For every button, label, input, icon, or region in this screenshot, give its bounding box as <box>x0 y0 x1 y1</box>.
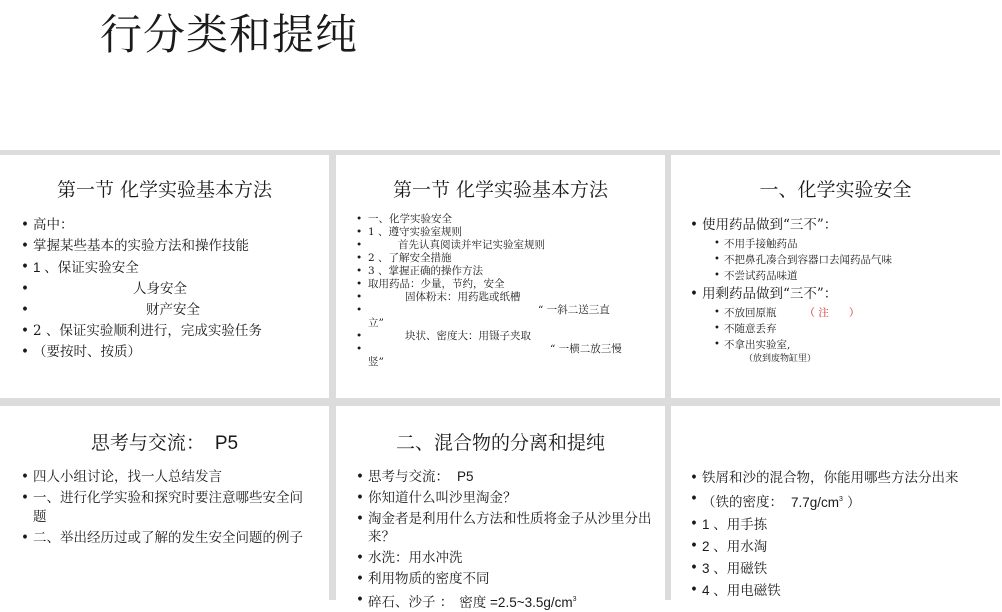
list-item: • 水洗：用水冲洗 <box>368 549 653 567</box>
bullet-list <box>33 215 323 363</box>
list-item: • 四人小组讨论，找一人总结发言 <box>33 468 303 487</box>
page-title: 行分类和提纯 <box>100 10 359 59</box>
slide-1[interactable] <box>0 155 329 398</box>
slide-title: 思考与交流： P5 <box>90 432 239 454</box>
list-item: • 铁屑和沙的混合物，你能用哪些方法分出来 <box>702 468 1002 489</box>
slide-2[interactable] <box>336 155 665 398</box>
list-item: • 不放回原瓶 （ 注 ） <box>724 305 992 321</box>
bullet-list <box>368 213 658 369</box>
list-item: • 用剩药品做到“三不”： <box>702 284 992 305</box>
list-item: • 二、举出经历过或了解的发生安全问题的例子 <box>33 529 303 548</box>
list-item: • 财产安全 <box>33 300 323 321</box>
list-item: • 一、化学实验安全 <box>368 213 658 226</box>
list-item: • 取用药品：少量，节约，安全 <box>368 278 658 291</box>
list-item: 竖” <box>368 356 384 368</box>
slide-title: 二、混合物的分离和提纯 <box>395 432 605 454</box>
slide-title: 第一节 化学实验基本方法 <box>56 179 273 201</box>
list-item: • 一、进行化学实验和探究时要注意哪些安全问题 <box>33 489 303 527</box>
list-item: • 碎石、沙子 ： 密度 $=2.5\sim 3.5g/cm^3$ <box>368 591 653 612</box>
list-item: • （要按时、按质） <box>33 342 323 363</box>
list-item: • “ 一斜二送三直 <box>368 304 658 317</box>
list-item: • 思考与交流： P5 <box>368 468 653 486</box>
bullet-list <box>702 215 992 365</box>
list-item: • 人身安全 <box>33 279 323 300</box>
list-item: • 利用物质的密度不同 <box>368 570 653 588</box>
list-item: • 首先认真阅读并牢记实验室规则 <box>368 239 658 252</box>
slide-title: 第一节 化学实验基本方法 <box>392 179 609 201</box>
list-item: • 1 、用手拣 <box>702 514 1002 536</box>
list-item: • 掌握某些基本的实验方法和操作技能 <box>33 236 323 257</box>
list-item: 立” <box>368 317 384 329</box>
list-item: • 淘金者是利用什么方法和性质将金子从沙里分出来？ <box>368 510 653 546</box>
title-area <box>0 0 1000 150</box>
slide-3[interactable] <box>671 155 1000 398</box>
slide-grid <box>0 150 1000 611</box>
list-item: • 你知道什么叫沙里淘金？ <box>368 489 653 507</box>
list-item: （放到废物缸里） <box>744 354 817 364</box>
list-item: • 3 、用磁铁 <box>702 558 1002 580</box>
list-item: • 固体粉末：用药匙或纸槽 <box>368 291 658 304</box>
bullet-list <box>33 468 303 548</box>
list-item: • 2 、保证实验顺利进行，完成实验任务 <box>33 321 323 342</box>
slide-title: 一、化学实验安全 <box>759 179 912 201</box>
slide-4[interactable] <box>0 406 329 600</box>
list-item: • 不尝试药品味道 <box>724 268 992 284</box>
list-item: • （铁的密度： $7.7g/cm^3$ ） <box>702 489 1002 514</box>
list-item: • 不用手接触药品 <box>724 236 992 252</box>
slide-5[interactable] <box>336 406 665 611</box>
list-item: • 2 、用水淘 <box>702 536 1002 558</box>
bullet-list <box>702 468 1002 602</box>
list-item: • 高中： <box>33 215 323 236</box>
list-item: • 不把鼻孔凑合到容器口去闻药品气味 <box>724 252 992 268</box>
list-item: • 2 、了解安全措施 <box>368 252 658 265</box>
bullet-list <box>368 468 653 612</box>
list-item: • 3 、掌握正确的操作方法 <box>368 265 658 278</box>
list-item: • 1 、遵守实验室规则 <box>368 226 658 239</box>
list-item: • “ 一横二放三慢 <box>368 343 658 356</box>
list-item: • 1 、保证实验安全 <box>33 257 323 279</box>
slide-6[interactable] <box>671 406 1000 600</box>
list-item: • 使用药品做到“三不”： <box>702 215 992 236</box>
list-item: • 4 、用电磁铁 <box>702 580 1002 602</box>
list-item: • 不拿出实验室, <box>724 337 992 353</box>
list-item: • 不随意丢弃 <box>724 321 992 337</box>
list-item: • 块状、密度大：用镊子夹取 <box>368 330 658 343</box>
